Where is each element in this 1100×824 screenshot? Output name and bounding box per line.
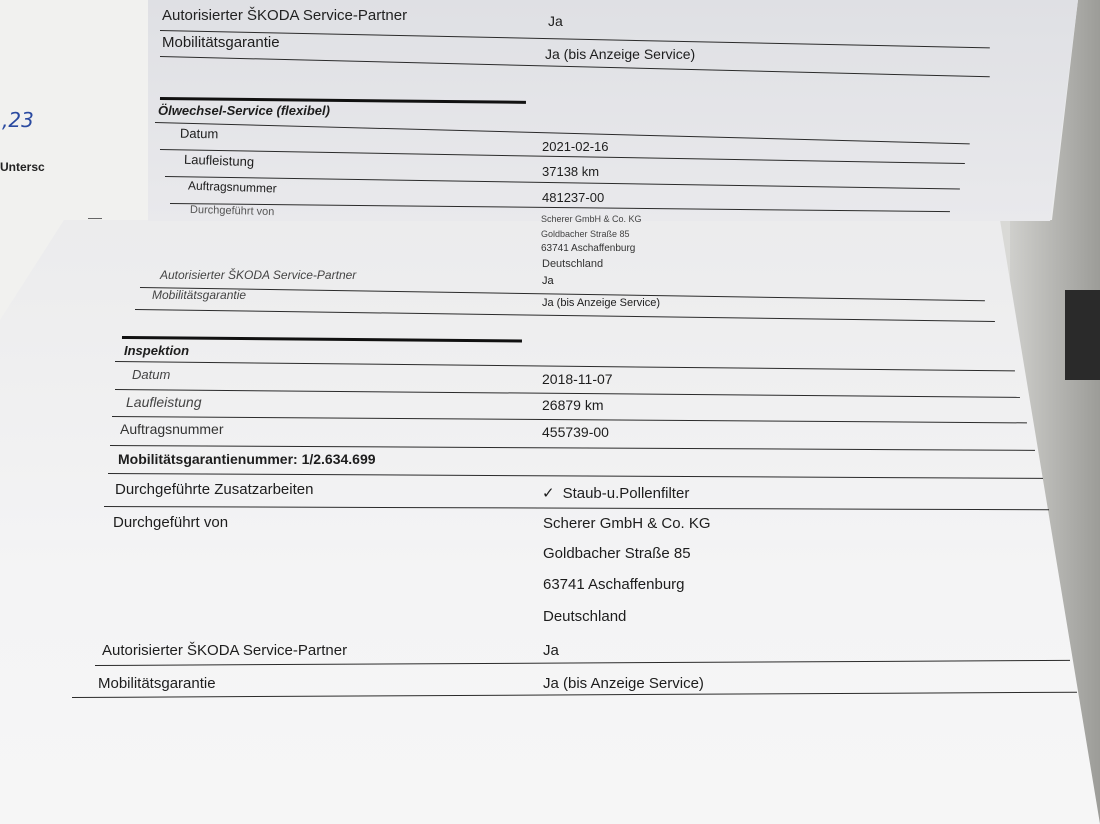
inspection-mobility-label: Mobilitätsgarantie bbox=[98, 675, 216, 692]
extra-work-label: Durchgeführte Zusatzarbeiten bbox=[115, 481, 314, 498]
oil-mobility-label: Mobilitätsgarantie bbox=[152, 288, 247, 302]
oil-address-line-3: 63741 Aschaffenburg bbox=[541, 243, 636, 254]
section-rule bbox=[122, 336, 522, 342]
oil-mobility-value: Ja (bis Anzeige Service) bbox=[542, 297, 660, 309]
oil-order-value: 481237-00 bbox=[542, 190, 605, 205]
extra-work-value: Staub-u.Pollenfilter bbox=[562, 485, 690, 502]
inspection-partner-label: Autorisierter ŠKODA Service-Partner bbox=[102, 642, 348, 659]
divider bbox=[115, 361, 1015, 371]
divider bbox=[72, 692, 1077, 698]
top-partner-value: Ja bbox=[548, 13, 563, 29]
oil-address-line-1: Scherer GmbH & Co. KG bbox=[541, 214, 642, 224]
inspection-title: Inspektion bbox=[124, 343, 190, 358]
oil-partner-value: Ja bbox=[542, 275, 554, 287]
inspection-mileage-value: 26879 km bbox=[542, 397, 604, 413]
oil-date-label: Datum bbox=[179, 125, 219, 142]
checkmark-icon: ✓ bbox=[542, 485, 555, 502]
inspection-address-line-1: Scherer GmbH & Co. KG bbox=[543, 515, 711, 532]
inspection-order-label: Auftragsnummer bbox=[120, 421, 224, 437]
divider bbox=[112, 416, 1027, 423]
divider bbox=[104, 506, 1049, 510]
inspection-mileage-label: Laufleistung bbox=[126, 394, 202, 410]
inspection-address-line-3: 63741 Aschaffenburg bbox=[543, 576, 685, 593]
divider bbox=[108, 473, 1043, 479]
inspection-partner-value: Ja bbox=[543, 642, 559, 659]
divider bbox=[110, 445, 1035, 451]
inspection-address-line-2: Goldbacher Straße 85 bbox=[543, 545, 691, 562]
inspection-date-label: Datum bbox=[132, 367, 171, 382]
oil-address-line-4: Deutschland bbox=[542, 258, 604, 270]
inspection-date-value: 2018-11-07 bbox=[542, 371, 613, 387]
oil-mileage-value: 37138 km bbox=[542, 164, 600, 179]
inspection-mobility-value: Ja (bis Anzeige Service) bbox=[543, 675, 704, 692]
oil-date-value: 2021-02-16 bbox=[542, 139, 609, 154]
handwritten-fragment: ,23 bbox=[2, 108, 34, 132]
mobility-guarantee-number: Mobilitätsgarantienummer: 1/2.634.699 bbox=[118, 451, 376, 467]
inspection-order-value: 455739-00 bbox=[542, 424, 609, 440]
top-mobility-label: Mobilitätsgarantie bbox=[162, 34, 280, 51]
top-partner-label: Autorisierter ŠKODA Service-Partner bbox=[162, 7, 408, 24]
divider bbox=[95, 660, 1070, 666]
oil-section-title: Ölwechsel-Service (flexibel) bbox=[158, 103, 330, 118]
extra-work-value-row bbox=[542, 484, 689, 502]
inspection-performed-by-label: Durchgeführt von bbox=[113, 514, 229, 531]
top-mobility-value: Ja (bis Anzeige Service) bbox=[545, 46, 696, 62]
oil-partner-label: Autorisierter ŠKODA Service-Partner bbox=[160, 268, 357, 282]
left-sheet-text-fragment: Untersc bbox=[0, 160, 45, 174]
oil-order-label: Auftragsnummer bbox=[187, 178, 277, 196]
inspection-address-line-4: Deutschland bbox=[543, 608, 627, 625]
oil-performed-by-label: Durchgeführt von bbox=[189, 203, 275, 219]
divider bbox=[135, 309, 995, 322]
oil-mileage-label: Laufleistung bbox=[183, 151, 255, 170]
oil-address-line-2: Goldbacher Straße 85 bbox=[541, 229, 630, 239]
